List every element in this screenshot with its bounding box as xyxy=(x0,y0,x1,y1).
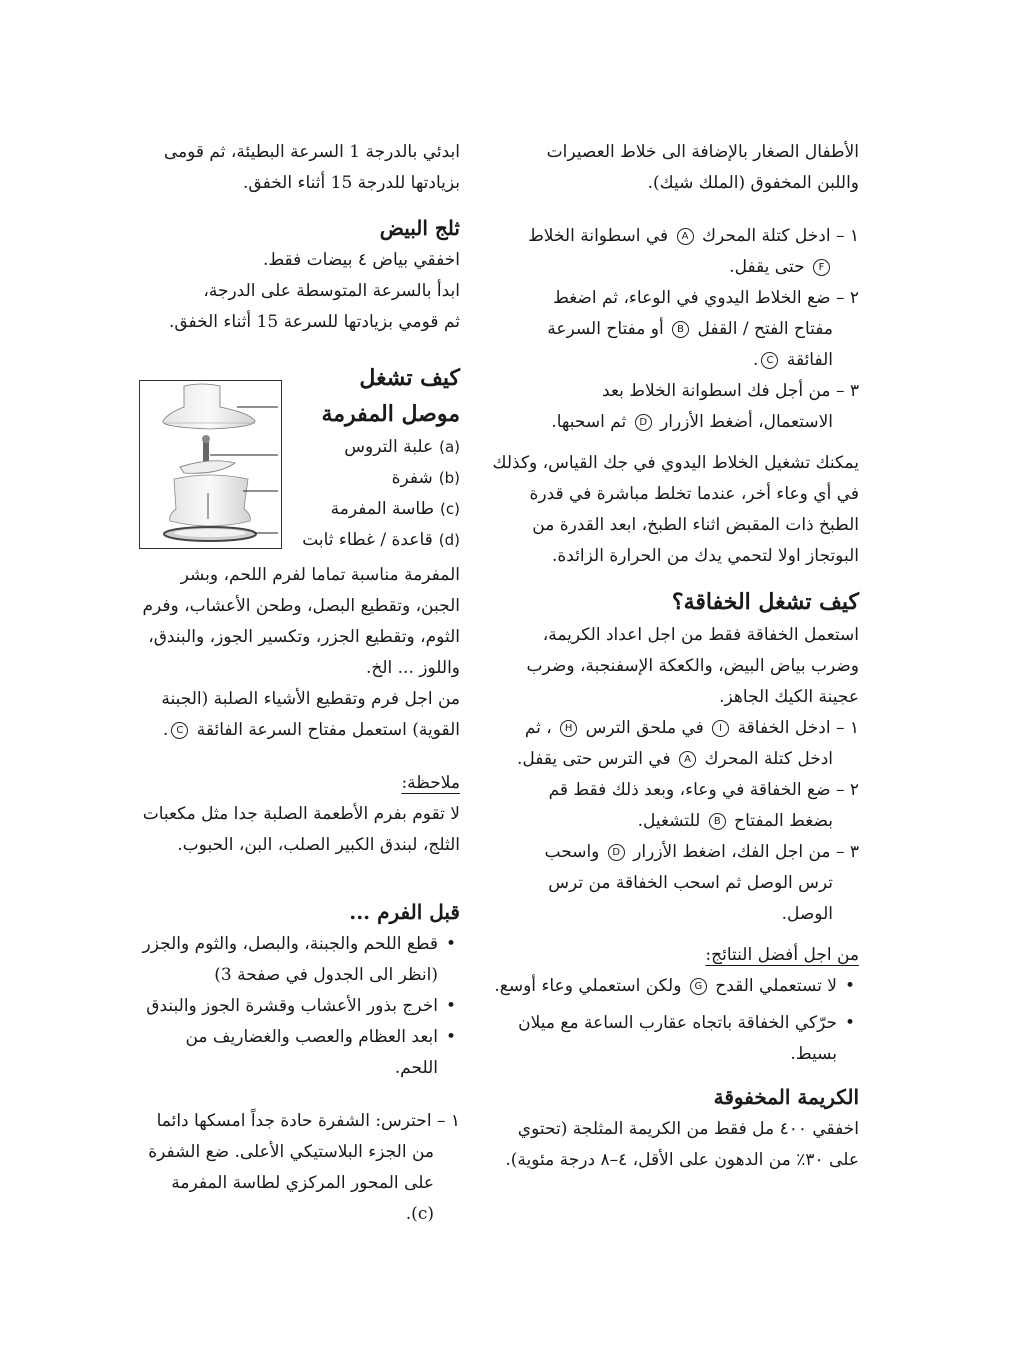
label-a-icon: A xyxy=(677,228,694,245)
whisk-steps xyxy=(492,713,859,930)
text-line: واللبن المخفوق (الملك شيك). xyxy=(647,173,859,193)
step-1-cont: F حتى يقفل. xyxy=(492,252,859,283)
label-b-icon: B xyxy=(672,321,689,338)
text-line: الأطفال الصغار بالإضافة الى خلاط العصيرات xyxy=(546,142,859,162)
egg-whites-heading: ثلج البيض xyxy=(379,216,460,240)
part-d: (d)قاعدة / غطاء ثابت xyxy=(302,530,460,550)
blender-steps xyxy=(492,221,859,438)
right-column xyxy=(492,137,859,1176)
chopper-heading-line-1: كيف تشغل xyxy=(359,365,460,391)
step-3-cont: الاستعمال، أضغط الأزرار D ثم اسحبها. xyxy=(551,412,833,432)
parts-list xyxy=(285,432,460,556)
left-column xyxy=(140,137,460,1230)
step-1: ١ – ادخل كتلة المحرك A في اسطوانة الخلاط xyxy=(528,226,859,246)
chopper-attachment-illustration xyxy=(139,380,282,549)
best-results-list xyxy=(492,971,859,1070)
text-line: ابدئي بالدرجة 1 السرعة البطيئة، ثم قومى xyxy=(163,142,460,162)
part-c: (c)طاسة المفرمة xyxy=(330,499,460,519)
whisk-step-2-cont: بضغط المفتاح B للتشغيل. xyxy=(637,811,833,831)
caution-line: ١ – احترس: الشفرة حادة جداً امسكها دائما xyxy=(156,1111,460,1131)
chopper-heading-line-2: موصل المفرمة xyxy=(321,401,460,427)
whisk-intro: استعمل الخفاقة فقط من اجل اعداد الكريمة، وضرب بياض البيض، والكعكة الإسفنجبة، وضرب عجينة الكيك الجاهز. xyxy=(526,625,859,707)
label-c-icon: C xyxy=(761,352,778,369)
label-i-icon: I xyxy=(712,720,729,737)
hard-items-paragraph: من اجل فرم وتقطيع الأشياء الصلبة (الجبنة القوية) استعمل مفتاح السرعة الفائقة C. xyxy=(161,689,460,740)
label-d-icon: D xyxy=(635,414,652,431)
whipped-cream-text: اخفقي ٤٠٠ مل فقط من الكريمة المثلجة (تحتوي على ٣٠٪ من الدهون على الأقل، ٤–٨ درجة مئوية). xyxy=(505,1119,859,1170)
label-f-icon: F xyxy=(813,259,830,276)
list-item: • اخرج بذور الأعشاب وقشرة الجوز والبندق xyxy=(140,991,460,1022)
whisk-step-2: ٢ – ضع الخفاقة في وعاء، وبعد ذلك فقط قم xyxy=(548,780,859,800)
chopper-uses-paragraph: المفرمة مناسبة تماما لفرم اللحم، وبشر الجبن، وتقطيع البصل، وطحن الأعشاب، وفرم الثوم، وتقطيع الجزر، وتكسير الجوز، والبندق، واللوز ... الخ. xyxy=(142,565,460,678)
best-results-heading: من اجل أفضل النتائج: xyxy=(705,945,859,965)
whisk-step-3: ٣ – من اجل الفك، اضغط الأزرار D واسحب xyxy=(544,842,859,862)
step-2-cont: مفتاح الفتح / القفل B أو مفتاح السرعة الفائقة C. xyxy=(547,319,833,370)
text-line: اخفقي بياض ٤ بيضات فقط. xyxy=(262,250,460,270)
label-h-icon: H xyxy=(560,720,577,737)
whisk-step-1: ١ – ادخل الخفاقة I في ملحق الترس H ، ثم xyxy=(524,718,859,738)
whipped-cream-heading: الكريمة المخفوقة xyxy=(713,1085,859,1109)
speed-paragraph xyxy=(140,137,460,199)
part-b: (b)شفرة xyxy=(391,468,460,488)
list-item: • قطع اللحم والجبنة، والبصل، والثوم والجزر (انظر الى الجدول في صفحة 3) xyxy=(140,929,460,991)
label-c-icon: C xyxy=(171,722,188,739)
list-item: • لا تستعملي القدح G ولكن استعملي وعاء أوسع. xyxy=(492,971,859,1002)
whisk-step-1-cont: ادخل كتلة المحرك A في الترس حتى يقفل. xyxy=(516,749,833,769)
label-g-icon: G xyxy=(690,978,707,995)
label-a-icon: A xyxy=(679,751,696,768)
chopper-illustration-icon xyxy=(140,381,281,548)
caution-cont: من الجزء البلاستيكي الأعلى. ضع الشفرة على المحور المركزي لطاسة المفرمة (c). xyxy=(148,1142,434,1224)
measuring-jug-paragraph: يمكنك تشغيل الخلاط اليدوي في جك القياس، وكذلك في أي وعاء أخر، عندما تخلط مباشرة في قدرة الطبخ ذات المقبض اثناء الطبخ، ابعد القدرة من البوتجاز اولا لتحمي يدك من الحرارة الزائدة. xyxy=(492,453,859,566)
list-item: • حرّكي الخفاقة باتجاه عقارب الساعة مع ميلان بسيط. xyxy=(492,1008,859,1070)
before-chopping-list xyxy=(140,929,460,1084)
text-line: ابدأ بالسرعة المتوسطة على الدرجة، xyxy=(203,281,460,301)
whisk-heading: كيف تشغل الخفاقة؟ xyxy=(671,589,859,615)
chopper-parts-text xyxy=(285,360,460,556)
chopper-section xyxy=(140,360,460,550)
text-line: بزيادتها للدرجة 15 أثناء الخفق. xyxy=(243,173,460,193)
caution-step xyxy=(140,1106,460,1230)
whisk-step-3-cont: ترس الوصل ثم اسحب الخفاقة من ترس الوصل. xyxy=(548,873,833,924)
step-2: ٢ – ضع الخلاط اليدوي في الوعاء، ثم اضغط xyxy=(553,288,859,308)
text-line: ثم قومي بزيادتها للسرعة 15 أثناء الخفق. xyxy=(168,312,460,332)
note-text: لا تقوم بفرم الأطعمة الصلبة جدا مثل مكعبات الثلج، لبندق الكبير الصلب، البن، الحبوب. xyxy=(142,804,460,855)
before-chopping-heading: قبل الفرم ... xyxy=(349,900,460,924)
part-a: (a)علبة التروس xyxy=(344,437,460,457)
list-item: • ابعد العظام والعصب والغضاريف من اللحم. xyxy=(140,1022,460,1084)
note-heading: ملاحظة: xyxy=(401,773,460,793)
label-d-icon: D xyxy=(608,844,625,861)
label-b-icon: B xyxy=(709,813,726,830)
step-3: ٣ – من أجل فك اسطوانة الخلاط بعد xyxy=(602,381,859,401)
intro-paragraph xyxy=(492,137,859,199)
